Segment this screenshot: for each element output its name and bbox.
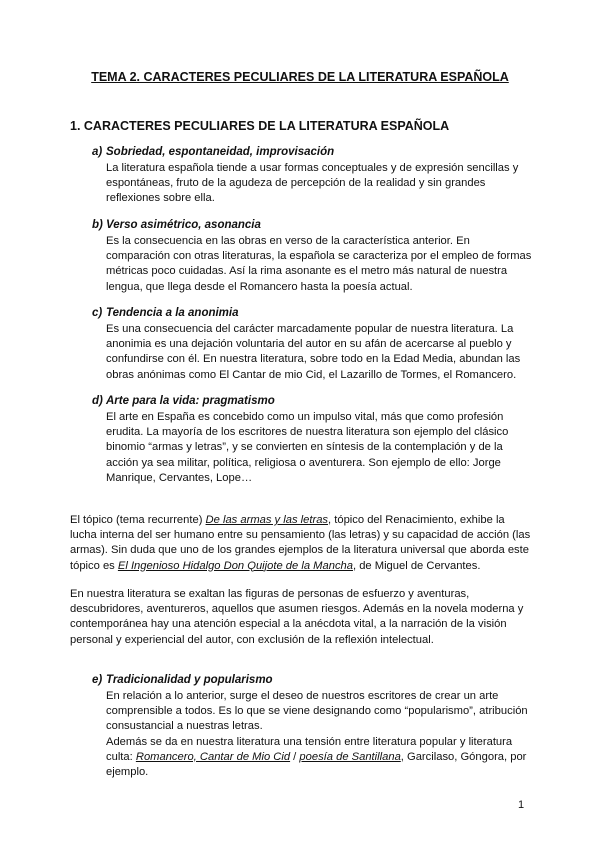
item-body: Es una consecuencia del carácter marcadamente popular de nuestra literatura. La anonimia es una dejación voluntaria del autor en su afán de acercarse al pueblo y confundirse con él. En nuestra literatura, sobre todo en la Edad Media, abundan las obras anónimas como El Cantar de mio Cid, el Lazarillo de Tormes, el Romancero. xyxy=(106,323,521,381)
item-body: El arte en España es concebido como un impulso vital, más que como profesión erudita. La mayoría de los escritores de nuestra literatura son ejemplo del clásico binomio “armas y letras”, y se convierten en síntesis de la contemplación y de la acción ya sea militar, política, religiosa o aventurera. Son ejemplo de ello: Jorge Manrique, Cervantes, Lope… xyxy=(106,411,509,484)
item-heading xyxy=(92,218,532,232)
work-reference-link[interactable]: El Ingenioso Hidalgo Don Quijote de la Mancha xyxy=(117,559,353,572)
item-heading-text: Sobriedad, espontaneidad, improvisación xyxy=(106,146,335,158)
document-title: TEMA 2. CARACTERES PECULIARES DE LA LITERATURA ESPAÑOLA xyxy=(91,70,509,84)
separator: / xyxy=(290,750,300,763)
item-heading xyxy=(92,673,532,687)
paragraph-text: , de Miguel de Cervantes. xyxy=(352,559,481,572)
item-letter: b) xyxy=(92,219,103,231)
paragraph-text: El tópico (tema recurrente) xyxy=(70,514,206,526)
item-heading-text: Tendencia a la anonimia xyxy=(106,307,239,319)
body-text: , Garcilaso, Góngora, por ejemplo. xyxy=(106,750,527,779)
item-d xyxy=(92,394,532,486)
item-body: En relación a lo anterior, surge el deseo de nuestros escritores de crear un arte comprensible a todos. Es lo que se viene designando como “popularismo”, atribución consustancial a nuestras letras. xyxy=(106,690,528,733)
paragraph-exaltan: En nuestra literatura se exaltan las figuras de personas de esfuerzo y aventuras, descubridores, aventureros, aquellos que asumen riesgos. Además en la novela moderna y contemporánea hay una atención especial a la anécdota vital, a la narración de la visión personal y experiencial del autor, con exclusión de la reflexión intelectual. xyxy=(70,588,524,646)
item-heading-text: Verso asimétrico, asonancia xyxy=(106,219,261,231)
item-letter: d) xyxy=(92,395,103,407)
item-letter: a) xyxy=(92,146,103,158)
item-c xyxy=(92,306,532,383)
work-reference-link[interactable]: poesía de Santillana xyxy=(299,750,401,763)
item-letter: c) xyxy=(92,307,103,319)
item-b xyxy=(92,218,532,295)
item-a xyxy=(92,145,532,207)
item-heading-text: Tradicionalidad y popularismo xyxy=(106,674,273,686)
item-heading xyxy=(92,145,532,159)
item-body-continued xyxy=(106,735,532,781)
work-reference-link[interactable]: Romancero, Cantar de Mio Cid xyxy=(135,750,291,763)
item-heading xyxy=(92,394,532,408)
paragraph-topico xyxy=(70,513,532,574)
section-heading: 1. CARACTERES PECULIARES DE LA LITERATURA ESPAÑOLA xyxy=(70,119,450,133)
item-body: La literatura española tiende a usar formas conceptuales y de expresión sencillas y espontáneas, fruto de la agudeza de percepción de la realidad y sin grandes reflexiones sobre ella. xyxy=(106,162,519,205)
item-letter: e) xyxy=(92,674,103,686)
page-number: 1 xyxy=(518,799,525,811)
item-heading xyxy=(92,306,532,320)
paragraph-text: , tópico del Renacimiento, exhibe la lucha interna del ser humano entre su pensamiento (las letras) y su capacidad de acción (las armas). Sin duda que uno de los grandes ejemplos de la literatura universal que aborda este tópico es xyxy=(70,514,531,572)
work-reference-link[interactable]: De las armas y las letras xyxy=(205,514,329,526)
body-text: Además se da en nuestra literatura una tensión entre literatura popular y literatura culta: xyxy=(106,735,513,763)
item-body: Es la consecuencia en las obras en verso de la característica anterior. En comparación con otras literaturas, la española se caracteriza por el empleo de formas métricas poco cuidadas. Así la rima asonante es el metro más natural de nuestra lengua, que llega desde el Romancero hasta la poesía actual. xyxy=(106,235,532,293)
item-e xyxy=(92,673,532,780)
item-heading-text: Arte para la vida: pragmatismo xyxy=(106,395,275,407)
